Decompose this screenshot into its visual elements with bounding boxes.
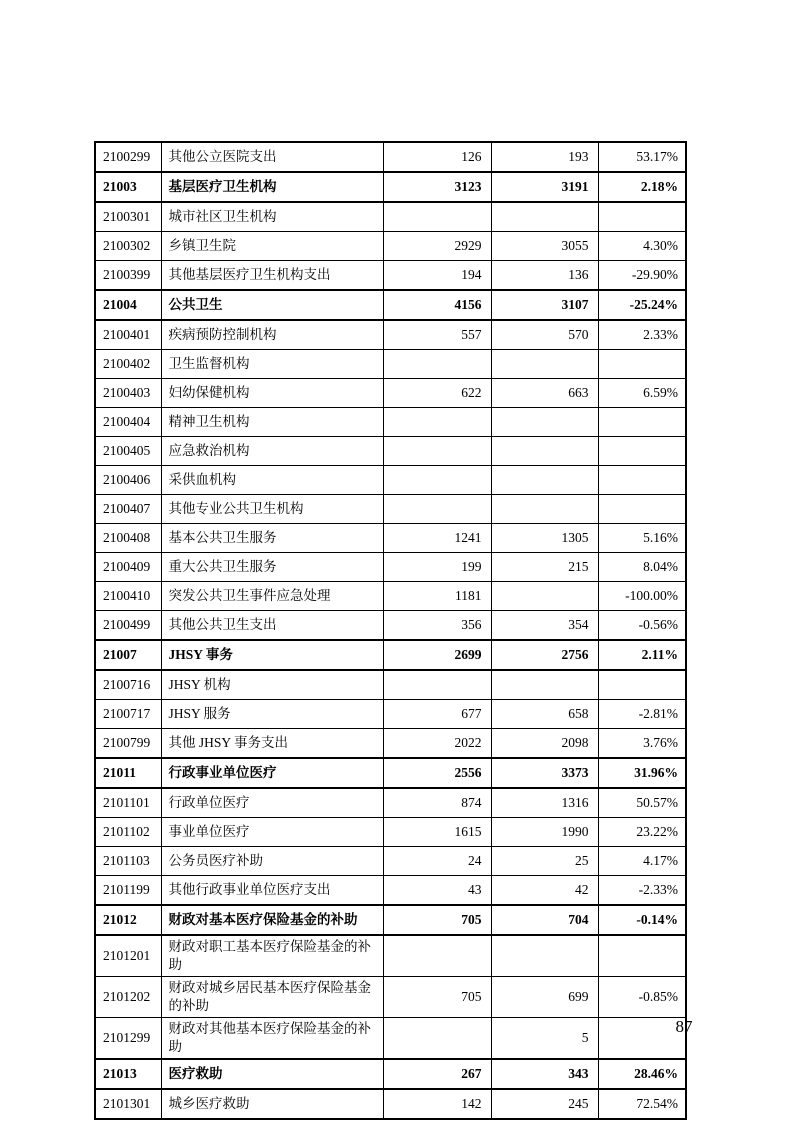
value2-cell: 2756	[491, 640, 598, 670]
value2-cell: 1305	[491, 524, 598, 553]
code-cell: 2100302	[95, 232, 161, 261]
code-cell: 2100408	[95, 524, 161, 553]
value2-cell: 3107	[491, 290, 598, 320]
code-cell: 21012	[95, 905, 161, 935]
code-cell: 2100410	[95, 582, 161, 611]
value1-cell: 1615	[383, 818, 491, 847]
value2-cell: 193	[491, 142, 598, 172]
name-cell: 公共卫生	[161, 290, 383, 320]
pct-change-cell: 72.54%	[598, 1089, 686, 1119]
pct-change-cell: 2.33%	[598, 320, 686, 350]
pct-change-cell	[598, 408, 686, 437]
pct-change-cell: 6.59%	[598, 379, 686, 408]
pct-change-cell: -0.56%	[598, 611, 686, 641]
table-row	[95, 524, 686, 553]
table-row	[95, 847, 686, 876]
pct-change-cell	[598, 437, 686, 466]
name-cell: 财政对职工基本医疗保险基金的补助	[161, 935, 383, 977]
name-cell: 财政对城乡居民基本医疗保险基金的补助	[161, 977, 383, 1018]
table-row	[95, 935, 686, 977]
table-row	[95, 788, 686, 818]
category-summary-row	[95, 1059, 686, 1089]
value1-cell: 126	[383, 142, 491, 172]
code-cell: 2101199	[95, 876, 161, 906]
pct-change-cell	[598, 495, 686, 524]
value2-cell: 343	[491, 1059, 598, 1089]
code-cell: 21011	[95, 758, 161, 788]
name-cell: JHSY 机构	[161, 670, 383, 700]
value2-cell	[491, 202, 598, 232]
value1-cell: 194	[383, 261, 491, 291]
name-cell: 城市社区卫生机构	[161, 202, 383, 232]
name-cell: JHSY 事务	[161, 640, 383, 670]
value2-cell	[491, 935, 598, 977]
name-cell: 乡镇卫生院	[161, 232, 383, 261]
value1-cell: 1241	[383, 524, 491, 553]
category-summary-row	[95, 758, 686, 788]
value1-cell: 2929	[383, 232, 491, 261]
code-cell: 2101201	[95, 935, 161, 977]
code-cell: 2101103	[95, 847, 161, 876]
value1-cell	[383, 935, 491, 977]
table-row	[95, 729, 686, 759]
code-cell: 2100407	[95, 495, 161, 524]
pct-change-cell: 5.16%	[598, 524, 686, 553]
code-cell: 2100406	[95, 466, 161, 495]
table-row	[95, 495, 686, 524]
table-row	[95, 876, 686, 906]
value2-cell: 245	[491, 1089, 598, 1119]
name-cell: 财政对其他基本医疗保险基金的补助	[161, 1018, 383, 1060]
code-cell: 21003	[95, 172, 161, 202]
pct-change-cell: 2.18%	[598, 172, 686, 202]
code-cell: 2101202	[95, 977, 161, 1018]
value2-cell: 704	[491, 905, 598, 935]
value1-cell: 1181	[383, 582, 491, 611]
code-cell: 2100717	[95, 700, 161, 729]
name-cell: 妇幼保健机构	[161, 379, 383, 408]
name-cell: 其他公共卫生支出	[161, 611, 383, 641]
page-number: 87	[675, 1017, 693, 1036]
category-summary-row	[95, 172, 686, 202]
code-cell: 2101101	[95, 788, 161, 818]
pct-change-cell: -100.00%	[598, 582, 686, 611]
value1-cell	[383, 466, 491, 495]
name-cell: 公务员医疗补助	[161, 847, 383, 876]
value1-cell: 356	[383, 611, 491, 641]
table-row	[95, 1018, 686, 1060]
table-row	[95, 977, 686, 1018]
value1-cell: 705	[383, 905, 491, 935]
value2-cell	[491, 582, 598, 611]
name-cell: 应急救治机构	[161, 437, 383, 466]
table-row	[95, 437, 686, 466]
pct-change-cell: 53.17%	[598, 142, 686, 172]
table-row	[95, 611, 686, 641]
pct-change-cell: 23.22%	[598, 818, 686, 847]
value2-cell: 136	[491, 261, 598, 291]
pct-change-cell: 4.17%	[598, 847, 686, 876]
code-cell: 2101102	[95, 818, 161, 847]
value2-cell	[491, 437, 598, 466]
value1-cell: 557	[383, 320, 491, 350]
code-cell: 2100716	[95, 670, 161, 700]
value2-cell: 658	[491, 700, 598, 729]
value2-cell: 215	[491, 553, 598, 582]
table-row	[95, 466, 686, 495]
name-cell: 其他行政事业单位医疗支出	[161, 876, 383, 906]
pct-change-cell: 3.76%	[598, 729, 686, 759]
value2-cell	[491, 408, 598, 437]
code-cell: 2100409	[95, 553, 161, 582]
table-row	[95, 582, 686, 611]
pct-change-cell	[598, 935, 686, 977]
table-row	[95, 350, 686, 379]
value1-cell: 43	[383, 876, 491, 906]
value1-cell	[383, 408, 491, 437]
value1-cell: 677	[383, 700, 491, 729]
pct-change-cell	[598, 202, 686, 232]
value2-cell: 1316	[491, 788, 598, 818]
name-cell: 医疗救助	[161, 1059, 383, 1089]
table-row	[95, 379, 686, 408]
code-cell: 21004	[95, 290, 161, 320]
value2-cell: 3191	[491, 172, 598, 202]
category-summary-row	[95, 290, 686, 320]
name-cell: 精神卫生机构	[161, 408, 383, 437]
value2-cell	[491, 670, 598, 700]
name-cell: 行政单位医疗	[161, 788, 383, 818]
category-summary-row	[95, 905, 686, 935]
code-cell: 2101299	[95, 1018, 161, 1060]
value1-cell	[383, 202, 491, 232]
value1-cell: 199	[383, 553, 491, 582]
budget-table	[94, 141, 687, 1120]
value2-cell: 2098	[491, 729, 598, 759]
value2-cell: 3373	[491, 758, 598, 788]
name-cell: 其他专业公共卫生机构	[161, 495, 383, 524]
pct-change-cell: 8.04%	[598, 553, 686, 582]
value2-cell: 570	[491, 320, 598, 350]
value2-cell: 354	[491, 611, 598, 641]
value1-cell	[383, 1018, 491, 1060]
pct-change-cell: 28.46%	[598, 1059, 686, 1089]
table-row	[95, 320, 686, 350]
table-row	[95, 553, 686, 582]
name-cell: 其他公立医院支出	[161, 142, 383, 172]
pct-change-cell: 31.96%	[598, 758, 686, 788]
pct-change-cell: -25.24%	[598, 290, 686, 320]
value2-cell	[491, 350, 598, 379]
value2-cell: 663	[491, 379, 598, 408]
code-cell: 2100799	[95, 729, 161, 759]
category-summary-row	[95, 640, 686, 670]
pct-change-cell	[598, 670, 686, 700]
value1-cell: 874	[383, 788, 491, 818]
pct-change-cell	[598, 466, 686, 495]
value1-cell: 622	[383, 379, 491, 408]
value1-cell: 4156	[383, 290, 491, 320]
code-cell: 2100499	[95, 611, 161, 641]
pct-change-cell: -29.90%	[598, 261, 686, 291]
value1-cell: 2022	[383, 729, 491, 759]
table-row	[95, 818, 686, 847]
pct-change-cell: 2.11%	[598, 640, 686, 670]
pct-change-cell: -0.85%	[598, 977, 686, 1018]
pct-change-cell: -2.33%	[598, 876, 686, 906]
name-cell: 城乡医疗救助	[161, 1089, 383, 1119]
code-cell: 2100403	[95, 379, 161, 408]
value2-cell	[491, 495, 598, 524]
name-cell: 疾病预防控制机构	[161, 320, 383, 350]
table-row	[95, 700, 686, 729]
name-cell: 行政事业单位医疗	[161, 758, 383, 788]
table-row	[95, 670, 686, 700]
value1-cell	[383, 437, 491, 466]
value2-cell: 5	[491, 1018, 598, 1060]
code-cell: 2101301	[95, 1089, 161, 1119]
name-cell: 基本公共卫生服务	[161, 524, 383, 553]
name-cell: 财政对基本医疗保险基金的补助	[161, 905, 383, 935]
code-cell: 2100399	[95, 261, 161, 291]
value1-cell: 142	[383, 1089, 491, 1119]
value2-cell: 3055	[491, 232, 598, 261]
table-row	[95, 232, 686, 261]
value2-cell: 42	[491, 876, 598, 906]
pct-change-cell: -2.81%	[598, 700, 686, 729]
value2-cell: 699	[491, 977, 598, 1018]
value2-cell	[491, 466, 598, 495]
name-cell: 事业单位医疗	[161, 818, 383, 847]
pct-change-cell: 4.30%	[598, 232, 686, 261]
value1-cell	[383, 350, 491, 379]
value2-cell: 25	[491, 847, 598, 876]
pct-change-cell: -0.14%	[598, 905, 686, 935]
value1-cell: 2699	[383, 640, 491, 670]
code-cell: 21013	[95, 1059, 161, 1089]
value1-cell: 705	[383, 977, 491, 1018]
table-row	[95, 142, 686, 172]
value2-cell: 1990	[491, 818, 598, 847]
table-row	[95, 261, 686, 291]
name-cell: 其他基层医疗卫生机构支出	[161, 261, 383, 291]
value1-cell: 24	[383, 847, 491, 876]
value1-cell: 2556	[383, 758, 491, 788]
code-cell: 2100299	[95, 142, 161, 172]
name-cell: 基层医疗卫生机构	[161, 172, 383, 202]
name-cell: 卫生监督机构	[161, 350, 383, 379]
table-row	[95, 202, 686, 232]
name-cell: JHSY 服务	[161, 700, 383, 729]
code-cell: 2100401	[95, 320, 161, 350]
code-cell: 2100301	[95, 202, 161, 232]
pct-change-cell: 50.57%	[598, 788, 686, 818]
code-cell: 21007	[95, 640, 161, 670]
value1-cell	[383, 670, 491, 700]
code-cell: 2100402	[95, 350, 161, 379]
code-cell: 2100405	[95, 437, 161, 466]
name-cell: 其他 JHSY 事务支出	[161, 729, 383, 759]
code-cell: 2100404	[95, 408, 161, 437]
value1-cell	[383, 495, 491, 524]
table-row	[95, 408, 686, 437]
name-cell: 突发公共卫生事件应急处理	[161, 582, 383, 611]
value1-cell: 267	[383, 1059, 491, 1089]
table-row	[95, 1089, 686, 1119]
pct-change-cell	[598, 350, 686, 379]
name-cell: 重大公共卫生服务	[161, 553, 383, 582]
value1-cell: 3123	[383, 172, 491, 202]
name-cell: 采供血机构	[161, 466, 383, 495]
